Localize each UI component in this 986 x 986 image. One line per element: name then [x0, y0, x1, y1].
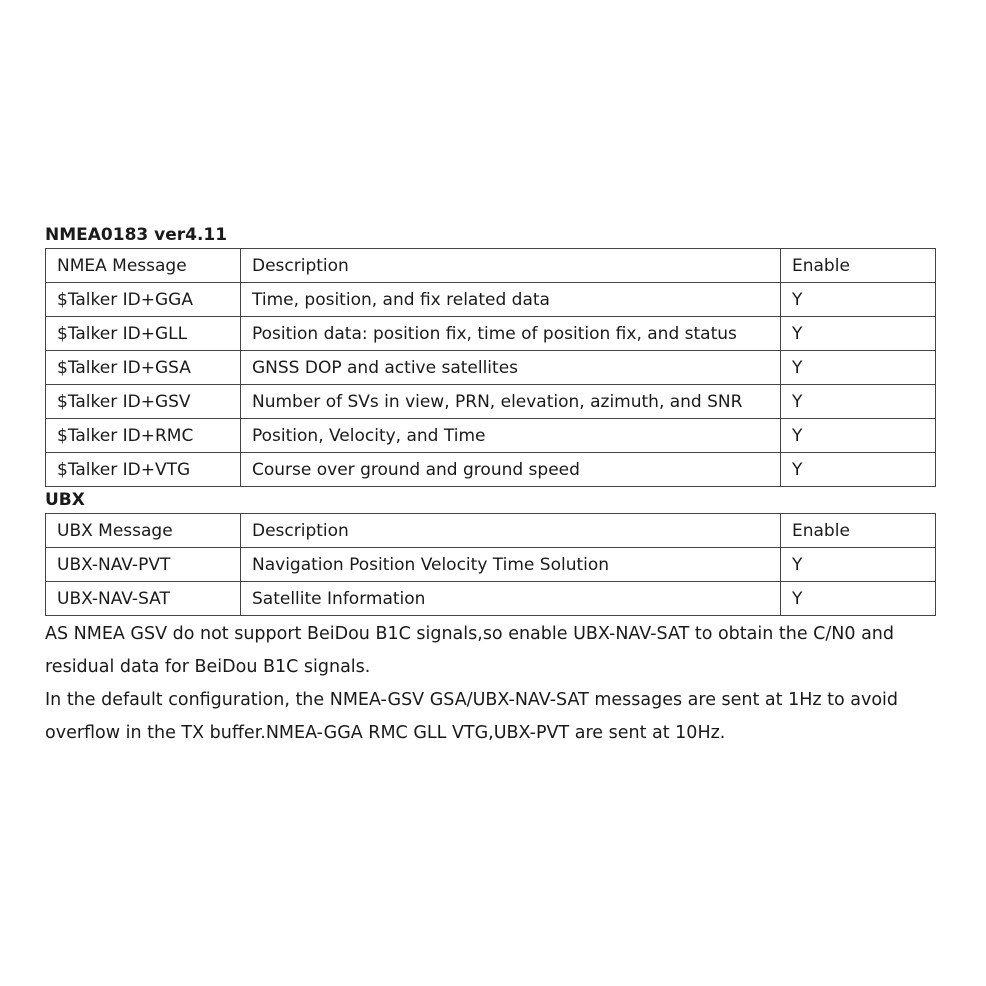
column-header-message: UBX Message	[46, 514, 241, 548]
message-cell: $Talker ID+VTG	[46, 453, 241, 487]
message-cell: $Talker ID+GLL	[46, 317, 241, 351]
table-row	[46, 351, 936, 385]
description-cell: Satellite Information	[241, 582, 781, 616]
notes	[45, 618, 940, 750]
nmea-message-table	[45, 248, 936, 487]
message-cell: $Talker ID+GSA	[46, 351, 241, 385]
table-row	[46, 317, 936, 351]
table-header-row	[46, 514, 936, 548]
column-header-description: Description	[241, 514, 781, 548]
message-cell: $Talker ID+RMC	[46, 419, 241, 453]
ubx-section-title: UBX	[45, 490, 85, 510]
table-row	[46, 419, 936, 453]
description-cell: Number of SVs in view, PRN, elevation, azimuth, and SNR	[241, 385, 781, 419]
description-cell: Navigation Position Velocity Time Solution	[241, 548, 781, 582]
note-paragraph-gsv: AS NMEA GSV do not support BeiDou B1C signals,so enable UBX-NAV-SAT to obtain the C/N0 and residual data for BeiDou B1C signals.	[45, 624, 894, 677]
table-row	[46, 385, 936, 419]
enable-cell: Y	[781, 419, 936, 453]
document-body	[45, 222, 945, 750]
table-row	[46, 582, 936, 616]
table-row	[46, 453, 936, 487]
enable-cell: Y	[781, 317, 936, 351]
enable-cell: Y	[781, 283, 936, 317]
nmea-section-title: NMEA0183 ver4.11	[45, 225, 228, 245]
description-cell: GNSS DOP and active satellites	[241, 351, 781, 385]
enable-cell: Y	[781, 582, 936, 616]
description-cell: Position, Velocity, and Time	[241, 419, 781, 453]
table-row	[46, 548, 936, 582]
ubx-message-table	[45, 513, 936, 616]
table-row	[46, 283, 936, 317]
column-header-enable: Enable	[781, 514, 936, 548]
note-paragraph-config: In the default configuration, the NMEA-GSV GSA/UBX-NAV-SAT messages are sent at 1Hz to avoid overflow in the TX buffer.NMEA-GGA RMC GLL VTG,UBX-PVT are sent at 10Hz.	[45, 690, 898, 743]
message-cell: $Talker ID+GSV	[46, 385, 241, 419]
enable-cell: Y	[781, 385, 936, 419]
message-cell: UBX-NAV-PVT	[46, 548, 241, 582]
enable-cell: Y	[781, 453, 936, 487]
table-header-row	[46, 249, 936, 283]
column-header-description: Description	[241, 249, 781, 283]
message-cell: UBX-NAV-SAT	[46, 582, 241, 616]
column-header-message: NMEA Message	[46, 249, 241, 283]
column-header-enable: Enable	[781, 249, 936, 283]
description-cell: Time, position, and fix related data	[241, 283, 781, 317]
description-cell: Position data: position fix, time of position fix, and status	[241, 317, 781, 351]
enable-cell: Y	[781, 548, 936, 582]
enable-cell: Y	[781, 351, 936, 385]
message-cell: $Talker ID+GGA	[46, 283, 241, 317]
description-cell: Course over ground and ground speed	[241, 453, 781, 487]
